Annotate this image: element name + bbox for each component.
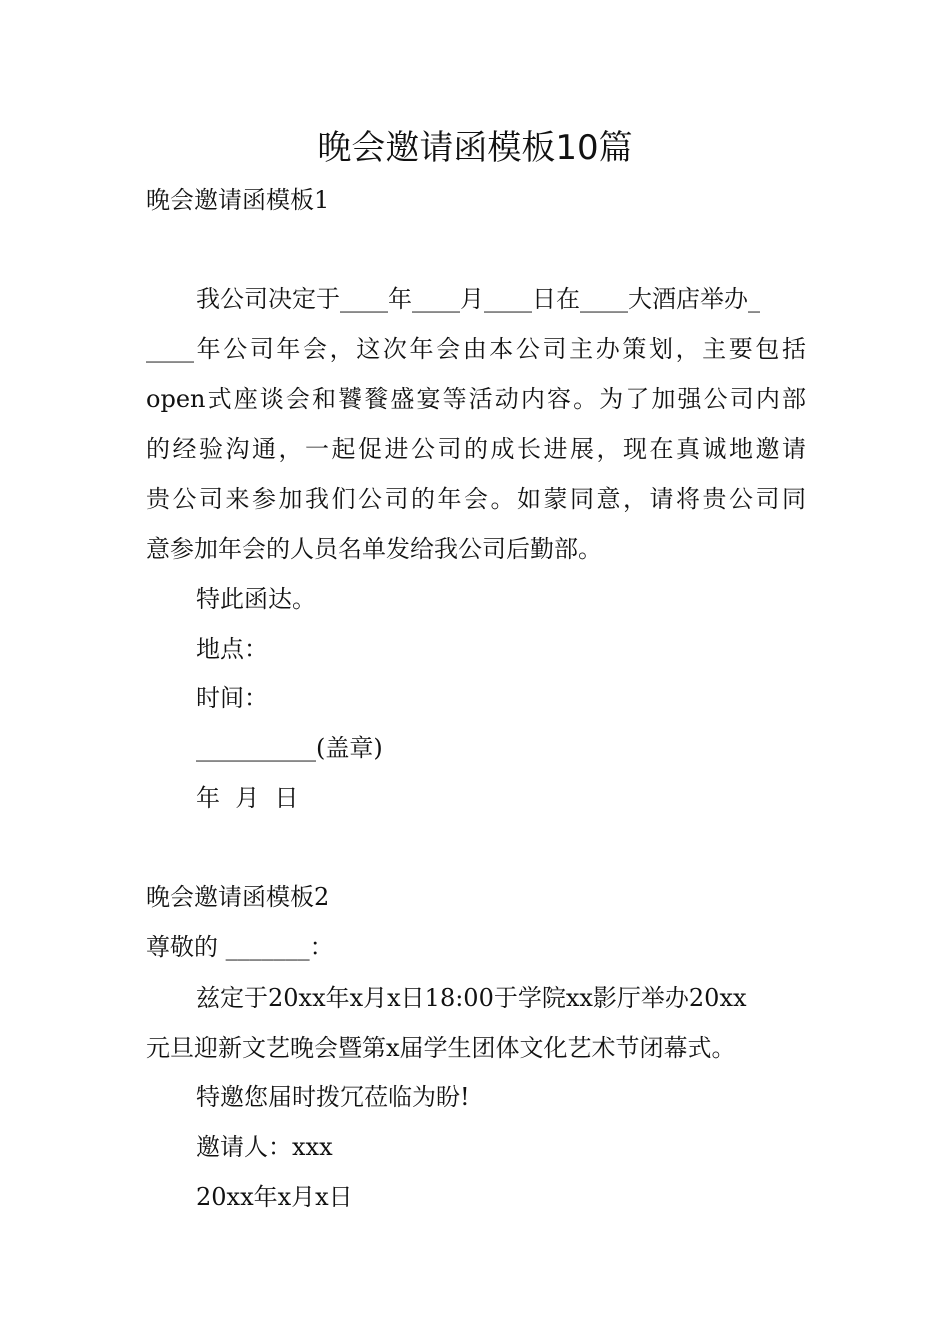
template-2-inviter: 邀请人：xxx — [196, 1133, 333, 1161]
template-1-paragraph-line-5: 贵公司来参加我们公司的年会。如蒙同意，请将贵公司同 — [146, 485, 806, 513]
template-2-salutation: 尊敬的 _______： — [146, 933, 334, 961]
template-2-closing: 特邀您届时拨冗莅临为盼! — [196, 1083, 470, 1111]
template-1-paragraph-line-1: 我公司决定于____年____月____日在____大酒店举办_ — [196, 285, 760, 313]
template-1-paragraph-line-6: 意参加年会的人员名单发给我公司后勤部。 — [146, 535, 602, 563]
template-1-location-label: 地点： — [196, 635, 268, 663]
template-2-paragraph-line-1: 兹定于20xx年x月x日18:00于学院xx影厅举办20xx — [196, 984, 747, 1012]
template-1-seal-line: __________(盖章) — [196, 734, 383, 762]
template-1-paragraph-line-3: open式座谈会和饕餮盛宴等活动内容。为了加强公司内部 — [146, 385, 806, 413]
template-2-paragraph-line-2: 元旦迎新文艺晚会暨第x届学生团体文化艺术节闭幕式。 — [146, 1034, 736, 1062]
template-1-time-label: 时间： — [196, 684, 268, 712]
template-1-date-line: 年 月 日 — [196, 784, 299, 812]
template-1-heading: 晚会邀请函模板1 — [146, 186, 330, 214]
document-title: 晚会邀请函模板10篇 — [317, 128, 633, 168]
template-2-heading: 晚会邀请函模板2 — [146, 883, 330, 911]
template-1-paragraph-line-2: ____年公司年会，这次年会由本公司主办策划，主要包括 — [146, 335, 806, 363]
template-1-closing: 特此函达。 — [196, 585, 316, 613]
template-2-date-line: 20xx年x月x日 — [196, 1183, 353, 1211]
template-1-paragraph-line-4: 的经验沟通，一起促进公司的成长进展，现在真诚地邀请 — [146, 435, 806, 463]
